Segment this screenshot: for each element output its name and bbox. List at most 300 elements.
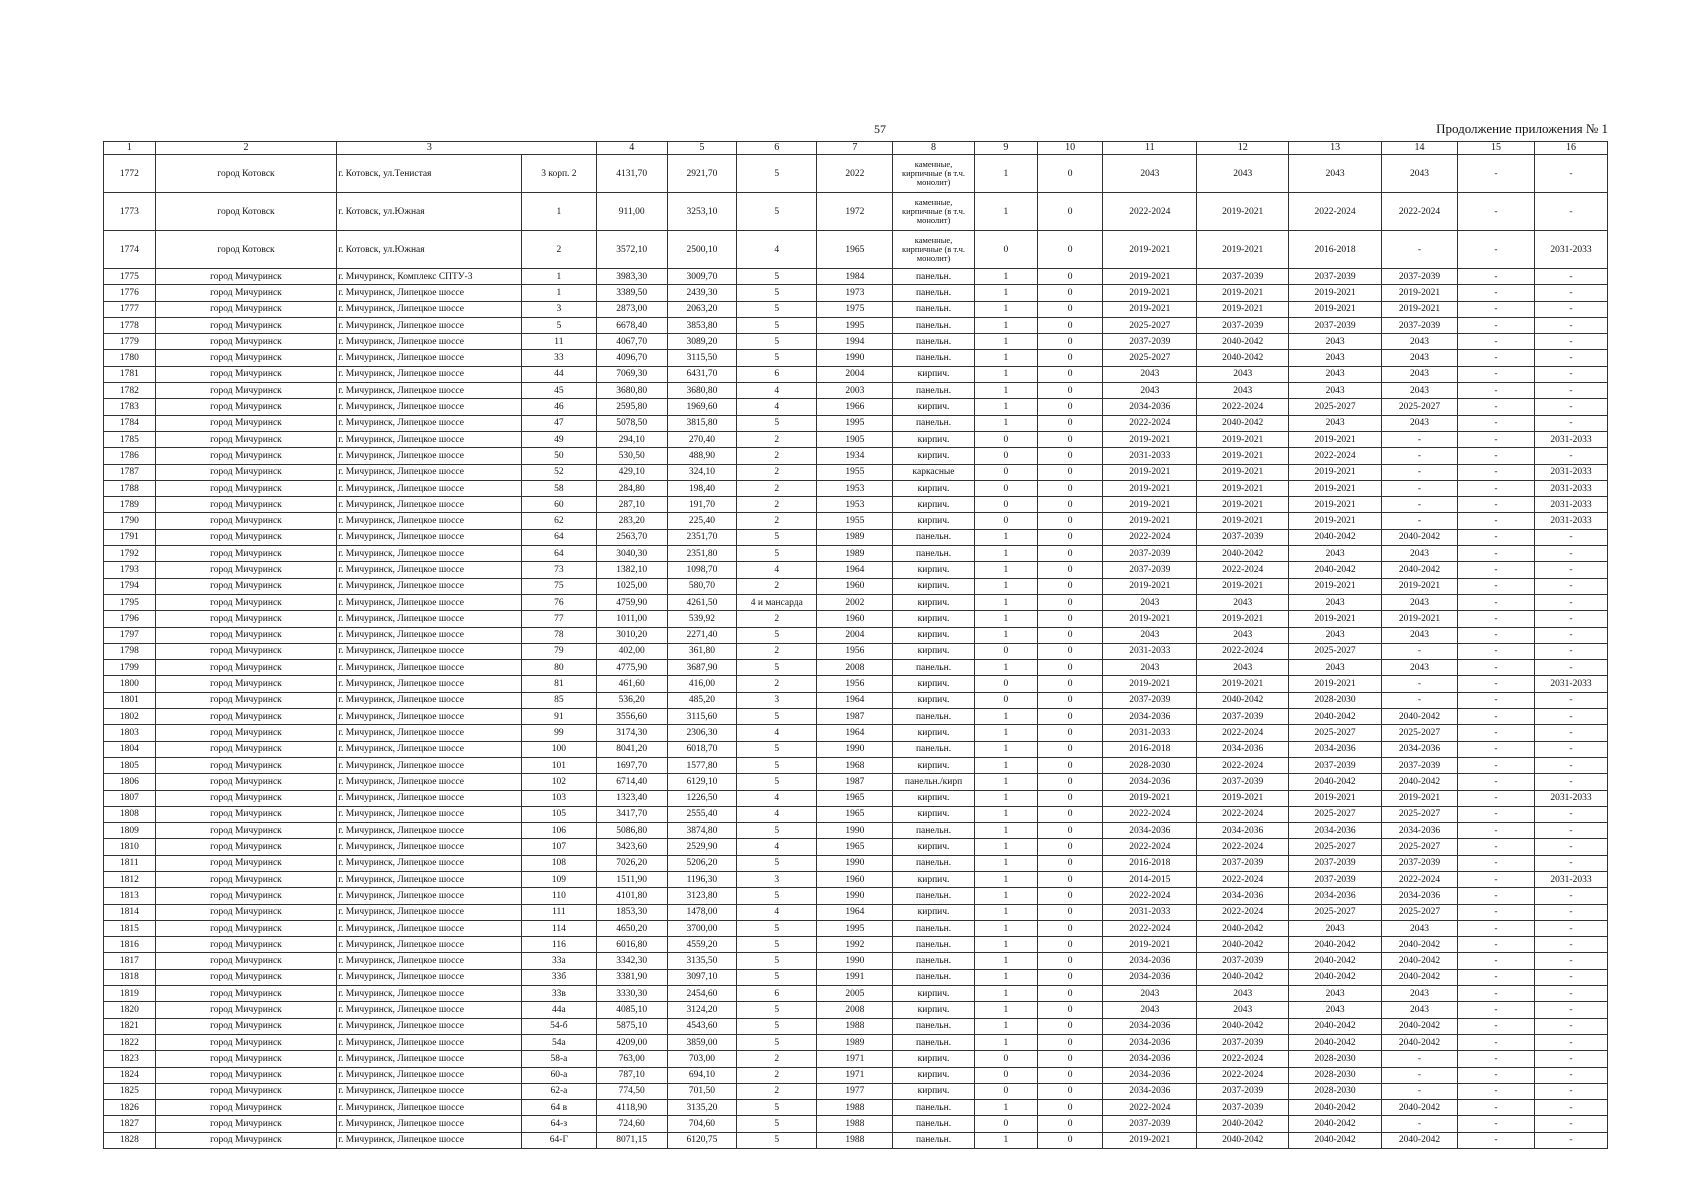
table-cell: 2019-2021: [1382, 790, 1458, 806]
table-cell: г. Мичуринск, Липецкое шоссе: [337, 1018, 522, 1034]
table-cell: 0: [1037, 301, 1102, 317]
table-cell: 2019-2021: [1289, 285, 1382, 301]
table-cell: 4209,00: [596, 1034, 667, 1050]
table-cell: -: [1457, 415, 1534, 431]
table-cell: 64: [521, 546, 596, 562]
table-cell: г. Мичуринск, Липецкое шоссе: [337, 301, 522, 317]
table-cell: город Мичуринск: [155, 431, 337, 447]
table-cell: 2043: [1382, 660, 1458, 676]
table-cell: г. Мичуринск, Липецкое шоссе: [337, 888, 522, 904]
table-row: [104, 871, 1608, 887]
table-cell: каркасные: [893, 464, 974, 480]
table-cell: 2019-2021: [1103, 497, 1197, 513]
table-cell: 0: [1037, 562, 1102, 578]
table-cell: 8071,15: [596, 1132, 667, 1148]
table-cell: 2040-2042: [1382, 953, 1458, 969]
table-cell: панельн.: [893, 1018, 974, 1034]
table-cell: 0: [1037, 790, 1102, 806]
table-cell: 416,00: [667, 676, 737, 692]
table-cell: 2025-2027: [1382, 725, 1458, 741]
table-cell: -: [1535, 350, 1608, 366]
table-cell: 49: [521, 431, 596, 447]
table-cell: 2022-2024: [1197, 1067, 1289, 1083]
table-cell: кирпич.: [893, 790, 974, 806]
table-cell: 2040-2042: [1289, 1116, 1382, 1132]
table-cell: -: [1535, 529, 1608, 545]
table-cell: 2040-2042: [1289, 1100, 1382, 1116]
table-cell: кирпич.: [893, 643, 974, 659]
table-cell: 1786: [104, 448, 156, 464]
table-cell: 2034-2036: [1289, 823, 1382, 839]
table-cell: 1968: [817, 757, 893, 773]
table-cell: 2043: [1103, 366, 1197, 382]
table-cell: 1812: [104, 871, 156, 887]
table-cell: 2019-2021: [1103, 431, 1197, 447]
table-cell: г. Мичуринск, Липецкое шоссе: [337, 904, 522, 920]
table-cell: город Мичуринск: [155, 1100, 337, 1116]
table-row: [104, 529, 1608, 545]
table-cell: -: [1535, 1051, 1608, 1067]
table-cell: 2454,60: [667, 986, 737, 1002]
table-cell: 0: [1037, 692, 1102, 708]
table-cell: город Мичуринск: [155, 546, 337, 562]
table-cell: 78: [521, 627, 596, 643]
table-cell: город Мичуринск: [155, 529, 337, 545]
table-cell: 2031-2033: [1535, 676, 1608, 692]
table-cell: 2019-2021: [1103, 301, 1197, 317]
table-cell: кирпич.: [893, 448, 974, 464]
table-row: [104, 546, 1608, 562]
table-cell: 5: [737, 1018, 817, 1034]
table-cell: кирпич.: [893, 431, 974, 447]
table-body: [104, 155, 1608, 1149]
table-row: [104, 231, 1608, 269]
table-cell: 1820: [104, 1002, 156, 1018]
table-cell: 5: [737, 193, 817, 231]
table-cell: 1: [974, 399, 1037, 415]
table-cell: 2008: [817, 660, 893, 676]
table-cell: 1990: [817, 741, 893, 757]
table-cell: город Котовск: [155, 155, 337, 193]
table-cell: 485,20: [667, 692, 737, 708]
table-row: [104, 855, 1608, 871]
table-cell: 1973: [817, 285, 893, 301]
table-cell: 1: [974, 823, 1037, 839]
table-cell: 1382,10: [596, 562, 667, 578]
table-cell: 5: [737, 1100, 817, 1116]
table-cell: панельн.: [893, 317, 974, 333]
table-cell: 4118,90: [596, 1100, 667, 1116]
table-cell: 6: [737, 366, 817, 382]
table-cell: город Мичуринск: [155, 790, 337, 806]
table-cell: 33а: [521, 953, 596, 969]
table-cell: 5206,20: [667, 855, 737, 871]
table-cell: г. Мичуринск, Липецкое шоссе: [337, 790, 522, 806]
column-number-cell: 4: [596, 142, 667, 155]
table-cell: 6431,70: [667, 366, 737, 382]
table-cell: -: [1382, 676, 1458, 692]
table-cell: 0: [1037, 986, 1102, 1002]
table-cell: 324,10: [667, 464, 737, 480]
table-cell: 2043: [1382, 155, 1458, 193]
table-cell: 2034-2036: [1382, 741, 1458, 757]
table-cell: 1990: [817, 823, 893, 839]
table-cell: 2022-2024: [1289, 193, 1382, 231]
table-cell: 2019-2021: [1289, 578, 1382, 594]
table-cell: город Мичуринск: [155, 464, 337, 480]
table-cell: 3 корп. 2: [521, 155, 596, 193]
table-cell: 64: [521, 529, 596, 545]
table-cell: -: [1535, 399, 1608, 415]
table-cell: 0: [1037, 953, 1102, 969]
table-cell: 1697,70: [596, 757, 667, 773]
table-cell: 3115,60: [667, 709, 737, 725]
table-cell: 0: [1037, 480, 1102, 496]
table-cell: 0: [1037, 839, 1102, 855]
table-cell: 2019-2021: [1197, 464, 1289, 480]
table-cell: 2040-2042: [1382, 937, 1458, 953]
table-cell: 1995: [817, 317, 893, 333]
table-cell: 1965: [817, 839, 893, 855]
table-cell: 1987: [817, 709, 893, 725]
table-cell: -: [1457, 1132, 1534, 1148]
table-cell: -: [1457, 839, 1534, 855]
table-cell: 1: [974, 627, 1037, 643]
table-cell: город Мичуринск: [155, 513, 337, 529]
table-cell: 2022-2024: [1197, 839, 1289, 855]
table-cell: -: [1535, 888, 1608, 904]
table-cell: 1577,80: [667, 757, 737, 773]
table-row: [104, 285, 1608, 301]
table-cell: -: [1535, 643, 1608, 659]
table-cell: город Котовск: [155, 231, 337, 269]
table-cell: 3700,00: [667, 920, 737, 936]
table-cell: 2040-2042: [1197, 969, 1289, 985]
table-cell: 1971: [817, 1067, 893, 1083]
table-cell: -: [1535, 594, 1608, 610]
table-cell: 1960: [817, 578, 893, 594]
table-cell: 5: [737, 920, 817, 936]
table-cell: 283,20: [596, 513, 667, 529]
table-cell: 3330,30: [596, 986, 667, 1002]
table-cell: 2034-2036: [1382, 823, 1458, 839]
table-row: [104, 806, 1608, 822]
table-cell: -: [1457, 317, 1534, 333]
table-cell: 2019-2021: [1197, 448, 1289, 464]
table-cell: 1988: [817, 1132, 893, 1148]
table-row: [104, 480, 1608, 496]
table-cell: г. Мичуринск, Липецкое шоссе: [337, 1083, 522, 1099]
table-cell: г. Мичуринск, Липецкое шоссе: [337, 1116, 522, 1132]
table-cell: 1011,00: [596, 611, 667, 627]
table-cell: 1793: [104, 562, 156, 578]
table-cell: 60: [521, 497, 596, 513]
table-cell: г. Мичуринск, Липецкое шоссе: [337, 937, 522, 953]
table-cell: -: [1457, 231, 1534, 269]
table-cell: кирпич.: [893, 806, 974, 822]
column-number-cell: 9: [974, 142, 1037, 155]
table-cell: -: [1457, 399, 1534, 415]
table-cell: город Мичуринск: [155, 1034, 337, 1050]
table-cell: 2002: [817, 594, 893, 610]
table-cell: г. Мичуринск, Липецкое шоссе: [337, 986, 522, 1002]
table-cell: 1: [974, 725, 1037, 741]
table-cell: 1822: [104, 1034, 156, 1050]
table-cell: 1995: [817, 415, 893, 431]
table-cell: 2019-2021: [1103, 937, 1197, 953]
table-cell: город Мичуринск: [155, 806, 337, 822]
table-cell: 1: [974, 1018, 1037, 1034]
table-cell: 2031-2033: [1535, 790, 1608, 806]
table-cell: 488,90: [667, 448, 737, 464]
table-cell: 2022-2024: [1197, 562, 1289, 578]
table-cell: 2019-2021: [1197, 611, 1289, 627]
table-cell: 0: [1037, 871, 1102, 887]
table-cell: -: [1457, 594, 1534, 610]
table-cell: 2: [737, 497, 817, 513]
table-cell: -: [1457, 1018, 1534, 1034]
table-cell: г. Мичуринск, Липецкое шоссе: [337, 578, 522, 594]
table-cell: -: [1457, 497, 1534, 513]
table-cell: 4085,10: [596, 1002, 667, 1018]
column-number-row: [104, 142, 1608, 155]
table-cell: г. Мичуринск, Липецкое шоссе: [337, 285, 522, 301]
table-cell: город Мичуринск: [155, 709, 337, 725]
table-cell: -: [1535, 1132, 1608, 1148]
table-cell: 5: [737, 334, 817, 350]
table-cell: -: [1457, 301, 1534, 317]
table-cell: 3874,80: [667, 823, 737, 839]
table-cell: 91: [521, 709, 596, 725]
table-cell: 2037-2039: [1197, 1034, 1289, 1050]
table-cell: -: [1535, 855, 1608, 871]
table-cell: 3174,30: [596, 725, 667, 741]
table-row: [104, 643, 1608, 659]
table-row: [104, 937, 1608, 953]
table-cell: -: [1457, 529, 1534, 545]
table-row: [104, 676, 1608, 692]
table-cell: г. Мичуринск, Липецкое шоссе: [337, 480, 522, 496]
table-cell: 1: [974, 920, 1037, 936]
column-number-cell: 15: [1457, 142, 1534, 155]
table-cell: 1: [974, 594, 1037, 610]
table-cell: 1934: [817, 448, 893, 464]
table-row: [104, 366, 1608, 382]
column-number-cell: 1: [104, 142, 156, 155]
table-cell: 1827: [104, 1116, 156, 1132]
appendix-note: Продолжение приложения № 1: [1436, 121, 1608, 136]
table-cell: -: [1457, 855, 1534, 871]
table-cell: 4650,20: [596, 920, 667, 936]
table-cell: 1816: [104, 937, 156, 953]
table-cell: 2019-2021: [1382, 301, 1458, 317]
table-cell: 2034-2036: [1197, 741, 1289, 757]
table-cell: 2025-2027: [1382, 399, 1458, 415]
table-cell: 76: [521, 594, 596, 610]
table-cell: 2921,70: [667, 155, 737, 193]
table-cell: 3009,70: [667, 269, 737, 285]
table-cell: город Мичуринск: [155, 969, 337, 985]
table-cell: 0: [1037, 888, 1102, 904]
table-cell: -: [1535, 757, 1608, 773]
table-cell: 7069,30: [596, 366, 667, 382]
table-cell: -: [1457, 757, 1534, 773]
table-cell: 85: [521, 692, 596, 708]
table-cell: 2019-2021: [1103, 1132, 1197, 1148]
table-cell: 787,10: [596, 1067, 667, 1083]
table-cell: г. Мичуринск, Комплекс СПТУ-3: [337, 269, 522, 285]
table-cell: 2037-2039: [1197, 709, 1289, 725]
table-cell: 2043: [1382, 1002, 1458, 1018]
table-cell: -: [1535, 546, 1608, 562]
table-cell: 1: [974, 546, 1037, 562]
table-cell: -: [1535, 611, 1608, 627]
table-cell: 1782: [104, 383, 156, 399]
table-cell: 2043: [1197, 986, 1289, 1002]
table-cell: 1511,90: [596, 871, 667, 887]
table-cell: 1: [974, 790, 1037, 806]
table-cell: -: [1535, 269, 1608, 285]
table-cell: 1815: [104, 920, 156, 936]
table-cell: 1: [974, 334, 1037, 350]
table-cell: 2043: [1197, 383, 1289, 399]
table-cell: 6016,80: [596, 937, 667, 953]
table-cell: 1: [974, 155, 1037, 193]
table-cell: 1972: [817, 193, 893, 231]
table-cell: -: [1457, 431, 1534, 447]
table-cell: 2043: [1197, 594, 1289, 610]
table-cell: 5: [737, 350, 817, 366]
table-cell: -: [1457, 806, 1534, 822]
table-cell: 2022-2024: [1103, 839, 1197, 855]
table-cell: 2500,10: [667, 231, 737, 269]
table-cell: 2019-2021: [1289, 464, 1382, 480]
table-cell: 1989: [817, 1034, 893, 1050]
table-cell: 2028-2030: [1103, 757, 1197, 773]
table-cell: 2019-2021: [1382, 611, 1458, 627]
table-cell: 1: [974, 871, 1037, 887]
table-cell: 105: [521, 806, 596, 822]
table-cell: 0: [1037, 594, 1102, 610]
table-cell: 2: [521, 231, 596, 269]
table-cell: 3687,90: [667, 660, 737, 676]
table-cell: 5: [737, 415, 817, 431]
table-cell: 5: [737, 757, 817, 773]
table-cell: 1809: [104, 823, 156, 839]
table-cell: 64 в: [521, 1100, 596, 1116]
table-cell: -: [1535, 334, 1608, 350]
table-cell: 44: [521, 366, 596, 382]
table-cell: 1801: [104, 692, 156, 708]
table-cell: 2043: [1289, 627, 1382, 643]
table-cell: 0: [974, 1083, 1037, 1099]
table-cell: г. Мичуринск, Липецкое шоссе: [337, 676, 522, 692]
table-cell: 1799: [104, 660, 156, 676]
table-cell: 2019-2021: [1103, 790, 1197, 806]
table-cell: 5: [737, 709, 817, 725]
table-cell: 2037-2039: [1197, 269, 1289, 285]
table-cell: 3: [737, 871, 817, 887]
table-cell: 110: [521, 888, 596, 904]
table-cell: -: [1382, 1083, 1458, 1099]
table-cell: 5: [737, 888, 817, 904]
table-cell: 2019-2021: [1103, 611, 1197, 627]
table-cell: 2037-2039: [1103, 1116, 1197, 1132]
table-cell: 2022-2024: [1103, 888, 1197, 904]
table-cell: г. Мичуринск, Липецкое шоссе: [337, 562, 522, 578]
table-cell: 6714,40: [596, 774, 667, 790]
table-cell: -: [1457, 871, 1534, 887]
table-cell: 6129,10: [667, 774, 737, 790]
table-cell: 5: [737, 823, 817, 839]
table-cell: 2022: [817, 155, 893, 193]
table-cell: -: [1535, 383, 1608, 399]
table-cell: город Мичуринск: [155, 415, 337, 431]
table-cell: 2025-2027: [1103, 317, 1197, 333]
table-cell: -: [1457, 920, 1534, 936]
table-cell: 114: [521, 920, 596, 936]
table-cell: 100: [521, 741, 596, 757]
table-cell: 1780: [104, 350, 156, 366]
table-cell: 1975: [817, 301, 893, 317]
table-cell: город Мичуринск: [155, 757, 337, 773]
table-cell: 4: [737, 231, 817, 269]
table-cell: 724,60: [596, 1116, 667, 1132]
table-cell: 1: [974, 986, 1037, 1002]
table-cell: 1323,40: [596, 790, 667, 806]
table-cell: 3115,50: [667, 350, 737, 366]
table-cell: 45: [521, 383, 596, 399]
table-row: [104, 464, 1608, 480]
table-cell: 1: [974, 953, 1037, 969]
table-cell: 1: [974, 904, 1037, 920]
table-cell: -: [1382, 1051, 1458, 1067]
table-cell: 2037-2039: [1382, 317, 1458, 333]
table-cell: г. Мичуринск, Липецкое шоссе: [337, 1132, 522, 1148]
table-cell: 0: [974, 231, 1037, 269]
table-row: [104, 155, 1608, 193]
table-cell: 2025-2027: [1289, 904, 1382, 920]
table-cell: 4261,50: [667, 594, 737, 610]
table-cell: 5: [737, 969, 817, 985]
table-cell: 2043: [1289, 155, 1382, 193]
table-cell: 1960: [817, 611, 893, 627]
table-cell: -: [1457, 643, 1534, 659]
table-cell: -: [1457, 480, 1534, 496]
table-cell: 1823: [104, 1051, 156, 1067]
table-cell: 0: [1037, 969, 1102, 985]
table-cell: 1805: [104, 757, 156, 773]
table-cell: панельн.: [893, 920, 974, 936]
table-cell: панельн.: [893, 741, 974, 757]
table-cell: 4559,20: [667, 937, 737, 953]
table-cell: 2: [737, 1067, 817, 1083]
table-row: [104, 725, 1608, 741]
table-cell: 2043: [1103, 986, 1197, 1002]
table-cell: 2034-2036: [1197, 823, 1289, 839]
table-cell: 2034-2036: [1197, 888, 1289, 904]
column-number-cell: 12: [1197, 142, 1289, 155]
table-cell: 284,80: [596, 480, 667, 496]
table-cell: 1: [521, 269, 596, 285]
table-cell: 62-а: [521, 1083, 596, 1099]
table-cell: 2019-2021: [1197, 193, 1289, 231]
table-cell: город Мичуринск: [155, 269, 337, 285]
table-cell: 2022-2024: [1197, 871, 1289, 887]
table-cell: 2034-2036: [1103, 969, 1197, 985]
table-cell: -: [1457, 888, 1534, 904]
table-cell: 81: [521, 676, 596, 692]
